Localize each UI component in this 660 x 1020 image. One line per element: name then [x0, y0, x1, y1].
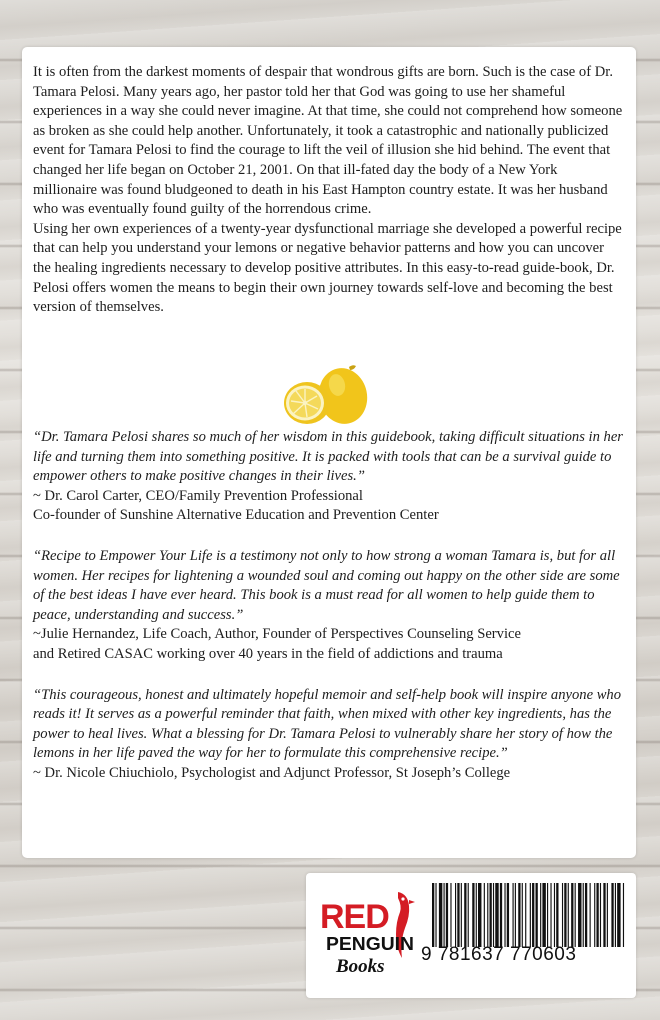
description-paragraph-2: Using her own experiences of a twenty-year dysfunctional marriage she developed a powerful recipe that can help you understand your lemons or negative behavior patterns and how you can uncover the healing ingredients necessary to develop positive attributes. In this easy-to-read guide-book, Dr. Pelosi offers women the means to begin their own journey towards self-love and becoming the best version of themselves.	[33, 220, 622, 316]
testimonial-attribution: ~ Dr. Nicole Chiuchiolo, Psychologist and Adjunct Professor, St Joseph’s College	[33, 764, 511, 781]
barcode-bar	[556, 883, 558, 947]
logo-red-text: RED	[320, 898, 389, 936]
barcode-bar	[562, 883, 563, 947]
description-paragraph-1: It is often from the darkest moments of despair that wondrous gifts are born. Such is the case of Dr. Tamara Pelosi. Many years ago, her pastor told her that God was going to use her shameful experiences in a way she could never imagine. At that time, she could not comprehend how someone as broken as she could help another. Unfortunately, it took a catastrophic and nationally publicized event for Tamara Pelosi to find the courage to lift the veil of illusion she hid behind. The event that changed her life began on October 21, 2001. On that ill-fated day the body of a New York millionaire was found bludgeoned to death in his East Hampton country estate. It was her husband who was eventually found guilty of the horrendous crime.	[33, 64, 623, 218]
testimonial-attribution: ~Julie Hernandez, Life Coach, Author, Founder of Perspectives Counseling Service	[33, 626, 521, 643]
barcode-bar	[464, 883, 466, 947]
barcode-bar	[583, 883, 584, 947]
testimonial-2	[33, 547, 625, 665]
barcode-bar	[457, 883, 459, 947]
barcode-bar	[568, 883, 569, 947]
barcode-bar	[623, 883, 624, 947]
barcode-bar	[575, 883, 576, 947]
barcode-bar	[461, 883, 462, 947]
barcode-bar	[484, 883, 485, 947]
barcode-bar	[490, 883, 492, 947]
barcode-bar	[446, 883, 448, 947]
testimonial-quote: “Dr. Tamara Pelosi shares so much of her wisdom in this guidebook, taking difficult situations in her life and turning them into something positive. It is packed with tools that can be a survival guide to empower others to make positive changes in their lives.”	[33, 429, 623, 485]
barcode-bar	[596, 883, 598, 947]
barcode-bar	[522, 883, 523, 947]
barcode-bar	[594, 883, 595, 947]
barcode-bar	[547, 883, 548, 947]
barcode-bar	[515, 883, 516, 947]
barcode-bar	[536, 883, 538, 947]
barcode-bar	[571, 883, 573, 947]
barcode-bar	[487, 883, 488, 947]
barcode-bar	[500, 883, 502, 947]
barcode-bar	[585, 883, 587, 947]
barcode-bar	[617, 883, 620, 947]
barcode-bar	[578, 883, 581, 947]
barcode-bar	[495, 883, 498, 947]
testimonial-1	[33, 428, 625, 526]
lemons-icon	[279, 363, 379, 428]
barcode-bar	[455, 883, 456, 947]
barcode-bar	[513, 883, 514, 947]
barcode-bar	[518, 883, 520, 947]
barcode-bar	[450, 883, 451, 947]
barcode-bar	[615, 883, 616, 947]
barcode-bar	[530, 883, 531, 947]
barcode-bar	[439, 883, 442, 947]
description-block	[33, 63, 623, 318]
barcode-bar	[507, 883, 509, 947]
testimonial-quote: “Recipe to Empower Your Life is a testimony not only to how strong a woman Tamara is, but for all women. Her recipes for lightening a wounded soul and coming out happy on the other side are some of the best ideas I have ever heard. This book is a must read for all women to help guide them to peace, understanding and success.”	[33, 547, 620, 623]
testimonials	[33, 428, 625, 805]
testimonial-attribution-line-2: Co-founder of Sunshine Alternative Education and Prevention Center	[33, 507, 439, 524]
red-penguin-books-logo	[318, 886, 426, 986]
barcode-bar	[600, 883, 601, 947]
barcode-bar	[468, 883, 469, 947]
testimonial-quote: “This courageous, honest and ultimately hopeful memoir and self-help book will inspire anyone who reads it! It serves as a powerful reminder that faith, when mixed with other key ingredients, has the power to heal lives. What a blessing for Dr. Tamara Pelosi to vulnerably share her story of how the lemons in her life paved the way for her to formulate this comprehensive recipe.”	[33, 686, 622, 762]
barcode-bar	[540, 883, 541, 947]
logo-books-text: Books	[336, 956, 385, 977]
barcode-bar	[444, 883, 445, 947]
isbn-barcode	[430, 883, 626, 947]
barcode-bar	[504, 883, 505, 947]
barcode-bar	[603, 883, 605, 947]
isbn-number: 9 781637 770603	[421, 944, 577, 965]
barcode-bar	[550, 883, 551, 947]
testimonial-attribution: ~ Dr. Carol Carter, CEO/Family Prevention Professional	[33, 487, 363, 504]
testimonial-3	[33, 686, 625, 784]
barcode-bar	[607, 883, 608, 947]
barcode-bar	[554, 883, 555, 947]
barcode-bar	[435, 883, 436, 947]
barcode-bar	[525, 883, 526, 947]
logo-penguin-text: PENGUIN	[326, 934, 414, 954]
barcode-bar	[590, 883, 591, 947]
testimonial-attribution-line-2: and Retired CASAC working over 40 years in the field of addictions and trauma	[33, 645, 503, 662]
barcode-bar	[532, 883, 534, 947]
barcode-bar	[478, 883, 481, 947]
barcode-bar	[611, 883, 613, 947]
barcode-bar	[542, 883, 545, 947]
barcode-bar	[432, 883, 434, 947]
barcode-bar	[476, 883, 477, 947]
barcode-bar	[564, 883, 566, 947]
barcode-bar	[472, 883, 474, 947]
barcode-bar	[493, 883, 494, 947]
